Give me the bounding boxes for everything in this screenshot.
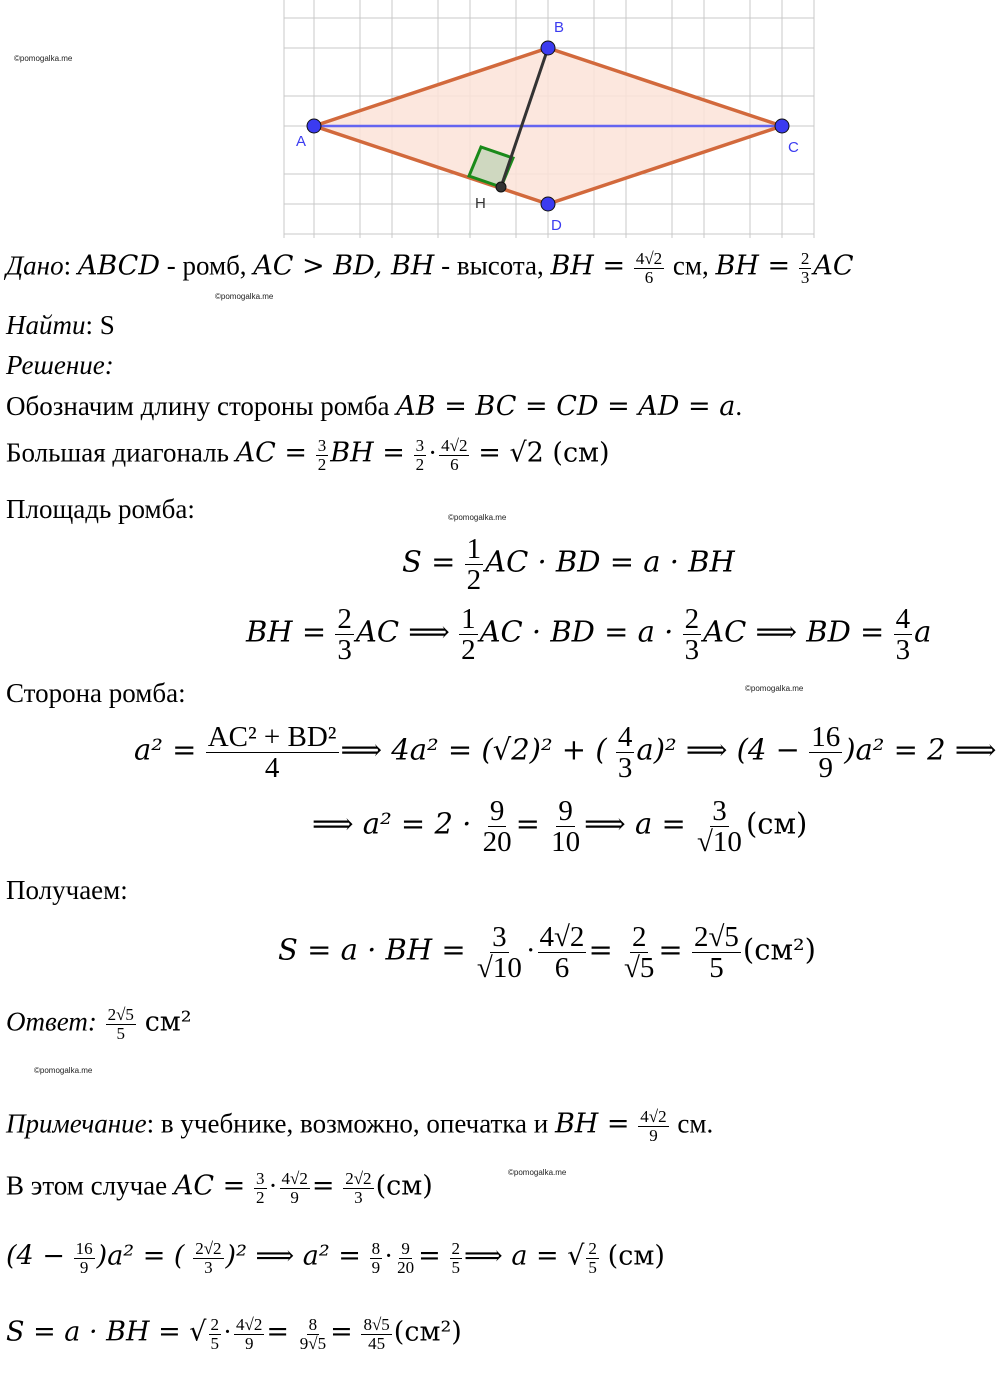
solution-label: Решение: xyxy=(6,350,114,380)
watermark: ©pomogalka.me xyxy=(14,54,73,63)
fraction: $\frac{8}{9}$ xyxy=(371,1239,381,1277)
fraction: $\frac{4}{3}$ xyxy=(895,603,911,667)
label-a: A xyxy=(296,133,307,150)
answer-label: Ответ: xyxy=(6,1006,97,1037)
label-d: D xyxy=(551,217,562,234)
equation-bd: BH = $\frac{2}{3}$ AC ⟹ $\frac{1}{2}$ AC · BD = a · $\frac{2}{3}$ AC ⟹ BD = $\frac{4}{3}$ a xyxy=(246,603,932,667)
fraction: $\frac{1}{2}$ xyxy=(461,603,476,667)
fraction: $\frac{3}{2}$ xyxy=(317,436,327,474)
fraction: $\frac{8√5}{45}$ xyxy=(363,1315,390,1353)
fraction: $\frac{3}{2}$ xyxy=(415,436,425,474)
fraction: $\frac{2√2}{3}$ xyxy=(345,1169,372,1207)
fraction: $\frac{2}{3}$ xyxy=(800,249,810,287)
fraction: $\frac{16}{9}$ xyxy=(75,1239,93,1277)
fraction: $\frac{8}{9√5}$ xyxy=(299,1315,327,1353)
label-b: B xyxy=(554,19,565,36)
side-notation-line: Обозначим длину стороны ромба AB = BC = CD = AD = a. xyxy=(6,391,743,422)
equation-result: S = a · BH = $\frac{3}{√10}$ · $\frac{4√2}{6}$ = $\frac{2}{√5}$ = $\frac{2√5}{5}$ (см²) xyxy=(278,921,816,985)
fraction: $\frac{9}{20}$ xyxy=(397,1239,415,1277)
fraction: $\frac{3}{√10}$ xyxy=(697,795,742,859)
fraction: $\frac{2√5}{5}$ xyxy=(693,921,739,985)
fraction: $\frac{2}{5}$ xyxy=(210,1315,220,1353)
fraction: $\frac{9}{10}$ xyxy=(551,795,581,859)
diagonal-line: Большая диагональ AC = $\frac{3}{2}$ BH = $\frac{3}{2}$ · $\frac{4√2}{6}$ = √2 (см) xyxy=(6,436,610,474)
fraction: $\frac{2}{3}$ xyxy=(337,603,352,667)
answer-line: Ответ: $\frac{2√5}{5}$ см² xyxy=(6,1005,192,1043)
find-line: Найти: S xyxy=(6,310,115,340)
fraction: $\frac{1}{2}$ xyxy=(466,533,482,597)
get-label: Получаем: xyxy=(6,875,128,905)
fraction: $\frac{2√2}{3}$ xyxy=(195,1239,222,1277)
watermark: ©pomogalka.me xyxy=(215,292,274,301)
fraction: $\frac{3}{2}$ xyxy=(256,1169,265,1207)
watermark: ©pomogalka.me xyxy=(745,684,804,693)
fraction: $\frac{16}{9}$ xyxy=(811,721,841,785)
point-h xyxy=(496,182,506,192)
given-label: Дано xyxy=(6,250,64,281)
fraction: $\frac{2}{5}$ xyxy=(451,1239,461,1277)
fraction: $\frac{2}{√5}$ xyxy=(624,921,655,985)
equation-case-s: S = a · BH = √ $\frac{2}{5}$ · $\frac{4√2}{9}$ = $\frac{8}{9√5}$ = $\frac{8√5}{45}$ (см²) xyxy=(6,1315,462,1353)
equation-side: a² = $\frac{\text{AC² + BD²}}{4}$ ⟹ 4a² = (√2)² + ( $\frac{4}{3}$ a)² ⟹ (4 − $\frac{16}{9}$ )a² = 2 ⟹ xyxy=(134,721,996,785)
equation-area: S = $\frac{1}{2}$ AC · BD = a · BH xyxy=(402,533,735,597)
side-label: Сторона ромба: xyxy=(6,678,186,708)
fraction: $\frac{9}{20}$ xyxy=(482,795,512,859)
rhombus-figure xyxy=(280,0,820,240)
note-line: Примечание: в учебнике, возможно, опечатка и BH = $\frac{4√2}{9}$ см. xyxy=(6,1107,714,1145)
fraction: $\frac{2}{3}$ xyxy=(684,603,700,667)
case-line: В этом случае AC = $\frac{3}{2}$ · $\frac{4√2}{9}$ = $\frac{2√2}{3}$ (см) xyxy=(6,1169,433,1207)
label-h: H xyxy=(475,195,486,212)
fraction: $\frac{4√2}{9}$ xyxy=(640,1107,667,1145)
fraction: $\frac{\text{AC² + BD²}}{4}$ xyxy=(207,721,337,785)
area-label: Площадь ромба: xyxy=(6,494,195,524)
fraction: $\frac{4√2}{6}$ xyxy=(441,436,468,474)
point-d xyxy=(541,197,555,211)
fraction: $\frac{4√2}{6}$ xyxy=(539,921,585,985)
fraction: $\frac{4√2}{9}$ xyxy=(281,1169,308,1207)
note-label: Примечание xyxy=(6,1108,147,1139)
point-c xyxy=(775,119,789,133)
fraction: $\frac{2}{5}$ xyxy=(588,1239,597,1277)
equation-case-a: (4 − $\frac{16}{9}$ )a² = ( $\frac{2√2}{3}$ )² ⟹ a² = $\frac{8}{9}$ · $\frac{9}{20}$ = $\frac{2}{5}$ ⟹ a = √ $\frac{2}{5}$ (см) xyxy=(6,1239,665,1277)
equation-a: ⟹ a² = 2 · $\frac{9}{20}$ = $\frac{9}{10}$ ⟹ a = $\frac{3}{√10}$ (см) xyxy=(312,795,808,859)
point-a xyxy=(307,119,321,133)
fraction: $\frac{4}{3}$ xyxy=(617,721,633,785)
fraction: $\frac{4√2}{6}$ xyxy=(635,249,663,287)
label-c: C xyxy=(788,139,799,156)
point-b xyxy=(541,41,555,55)
find-label: Найти xyxy=(6,310,86,340)
watermark: ©pomogalka.me xyxy=(34,1066,93,1075)
watermark: ©pomogalka.me xyxy=(508,1168,567,1177)
fraction: $\frac{3}{√10}$ xyxy=(476,921,522,985)
fraction: $\frac{4√2}{9}$ xyxy=(236,1315,263,1353)
watermark: ©pomogalka.me xyxy=(448,513,507,522)
fraction: $\frac{2√5}{5}$ xyxy=(107,1005,134,1043)
given-line: Дано: ABCD - ромб, AC > BD, BH - высота, BH = $\frac{4√2}{6}$ см, BH = $\frac{2}{3}$ AC xyxy=(6,249,854,287)
